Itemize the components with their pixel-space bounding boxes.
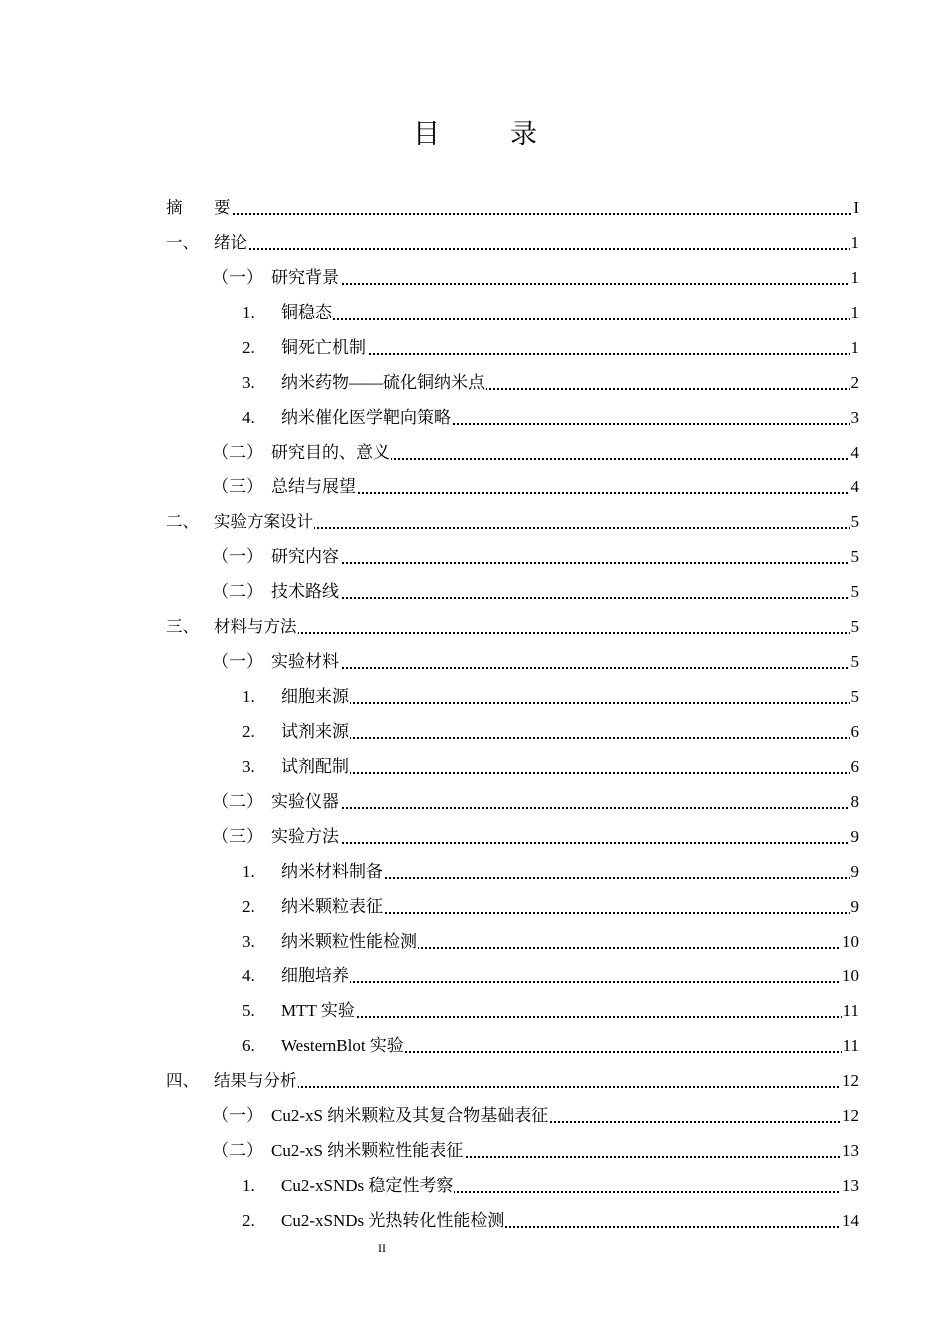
toc-entry[interactable]: [0, 332, 950, 358]
toc-entry[interactable]: [0, 192, 950, 218]
toc-entry-page: 13: [842, 1176, 859, 1196]
toc-entry-number: 3.: [242, 931, 255, 951]
toc-dot-leader: [281, 702, 859, 704]
toc-entry-number: 1.: [242, 861, 255, 881]
toc-entry-number: 二、: [166, 512, 199, 532]
toc-entry[interactable]: [0, 402, 950, 428]
toc-entry-page: 4: [850, 442, 859, 462]
toc-entry-label: 研究背景: [271, 267, 339, 287]
toc-entry[interactable]: [0, 541, 950, 567]
toc-entry-label: 铜死亡机制: [281, 337, 366, 357]
toc-entry-number: （一）: [212, 652, 263, 672]
toc-entry[interactable]: [0, 891, 950, 917]
toc-entry-label: 纳米颗粒性能检测: [281, 931, 417, 951]
toc-entry-number: （二）: [212, 442, 263, 462]
toc-entry-label: 技术路线: [271, 582, 339, 602]
toc-entry-label: 研究内容: [271, 547, 339, 567]
toc-dot-leader: [271, 667, 859, 669]
toc-entry[interactable]: [0, 995, 950, 1021]
toc-entry[interactable]: [0, 262, 950, 288]
toc-entry-page: 5: [850, 687, 859, 707]
toc-entry[interactable]: [0, 437, 950, 463]
toc-entry-label: 细胞培养: [281, 966, 349, 986]
toc-dot-leader: [271, 283, 859, 285]
toc-entry[interactable]: [0, 1135, 950, 1161]
toc-dot-leader: [271, 492, 859, 494]
page-title: [0, 112, 950, 151]
toc-dot-leader: [214, 248, 859, 250]
toc-entry[interactable]: [0, 367, 950, 393]
toc-entry-number: 4.: [242, 407, 255, 427]
toc-entry-page: 5: [850, 547, 859, 567]
toc-entry-label: 细胞来源: [281, 687, 349, 707]
toc-entry[interactable]: [0, 1205, 950, 1231]
toc-entry-page: 10: [842, 931, 859, 951]
toc-entry-label: 绪论: [214, 232, 247, 252]
toc-dot-leader: [271, 842, 859, 844]
toc-entry-number: 5.: [242, 1001, 255, 1021]
title-char-2: 录: [510, 119, 537, 150]
toc-entry-page: 6: [850, 721, 859, 741]
toc-entry-number: 2.: [242, 337, 255, 357]
toc-entry-number: （三）: [212, 477, 263, 497]
toc-entry-label: 实验方案设计: [214, 512, 313, 532]
toc-entry-label: 材料与方法: [214, 617, 297, 637]
toc-entry-page: 5: [850, 652, 859, 672]
toc-entry-page: 1: [850, 302, 859, 322]
toc-entry-number: 3.: [242, 372, 255, 392]
toc-entry-page: 3: [850, 407, 859, 427]
toc-dot-leader: [281, 981, 859, 983]
toc-entry-number: 2.: [242, 896, 255, 916]
toc-entry[interactable]: [0, 751, 950, 777]
toc-entry-number: 1.: [242, 687, 255, 707]
toc-entry-label: WesternBlot 实验: [281, 1036, 404, 1056]
toc-entry-label: 纳米颗粒表征: [281, 896, 383, 916]
toc-entry-page: 12: [842, 1106, 859, 1126]
toc-entry-number: （一）: [212, 547, 263, 567]
toc-entry[interactable]: [0, 576, 950, 602]
toc-entry[interactable]: [0, 716, 950, 742]
toc-entry-page: I: [853, 198, 859, 217]
toc-entry[interactable]: [0, 297, 950, 323]
toc-entry-number: 三、: [166, 617, 199, 637]
toc-entry-number: （二）: [212, 791, 263, 811]
toc-entry[interactable]: [0, 821, 950, 847]
toc-dot-leader: [271, 597, 859, 599]
toc-entry-label: 结果与分析: [214, 1071, 297, 1091]
toc-entry-label: 实验仪器: [271, 791, 339, 811]
toc-entry-label: 实验材料: [271, 652, 339, 672]
toc-dot-leader: [281, 737, 859, 739]
toc-entry-label: 试剂来源: [281, 721, 349, 741]
toc-entry-page: 6: [850, 756, 859, 776]
toc-entry[interactable]: [0, 471, 950, 497]
toc-dot-leader: [281, 1016, 859, 1018]
toc-entry[interactable]: [0, 856, 950, 882]
toc-entry-number: 1.: [242, 302, 255, 322]
toc-entry-number: 四、: [166, 1071, 199, 1091]
toc-entry-number: 2.: [242, 721, 255, 741]
toc-entry-label: Cu2-xSNDs 光热转化性能检测: [281, 1210, 505, 1230]
toc-entry-label: 研究目的、意义: [271, 442, 390, 462]
toc-entry-page: 9: [850, 826, 859, 846]
toc-entry-number: （二）: [212, 1141, 263, 1161]
toc-entry-page: 4: [850, 477, 859, 497]
toc-entry-number: 1.: [242, 1176, 255, 1196]
toc-entry-page: 1: [850, 267, 859, 287]
toc-entry-label: Cu2-xS 纳米颗粒性能表征: [271, 1141, 464, 1161]
toc-entry[interactable]: [0, 1100, 950, 1126]
toc-entry-page: 14: [842, 1210, 859, 1230]
toc-entry-page: 11: [842, 1001, 859, 1021]
toc-dot-leader: [281, 353, 859, 355]
toc-entry-label: 纳米催化医学靶向策略: [281, 407, 451, 427]
toc-entry-number: 摘: [166, 198, 183, 217]
toc-entry[interactable]: [0, 611, 950, 637]
toc-entry-page: 5: [850, 512, 859, 532]
toc-entry[interactable]: [0, 960, 950, 986]
toc-dot-leader: [214, 632, 859, 634]
toc-entry[interactable]: [0, 1065, 950, 1091]
toc-entry[interactable]: [0, 646, 950, 672]
toc-dot-leader: [214, 1086, 859, 1088]
toc-entry-page: 5: [850, 617, 859, 637]
toc-entry-label: 要: [214, 198, 231, 217]
toc-entry-page: 9: [850, 861, 859, 881]
toc-dot-leader: [281, 772, 859, 774]
toc-entry-page: 8: [850, 791, 859, 811]
toc-entry[interactable]: [0, 681, 950, 707]
toc-entry-number: （一）: [212, 1106, 263, 1126]
toc-entry-number: 2.: [242, 1210, 255, 1230]
toc-entry-page: 9: [850, 896, 859, 916]
toc-entry-page: 10: [842, 966, 859, 986]
toc-dot-leader: [214, 213, 859, 215]
toc-entry-page: 1: [850, 232, 859, 252]
toc-entry-number: 4.: [242, 966, 255, 986]
toc-entry-page: 13: [842, 1141, 859, 1161]
toc-entry[interactable]: [0, 1170, 950, 1196]
toc-entry-label: 实验方法: [271, 826, 339, 846]
toc-entry-label: Cu2-xSNDs 稳定性考察: [281, 1176, 454, 1196]
toc-entry-label: 总结与展望: [271, 477, 356, 497]
toc-entry[interactable]: [0, 506, 950, 532]
toc-dot-leader: [271, 807, 859, 809]
title-char-1: 目: [413, 119, 440, 150]
toc-dot-leader: [271, 562, 859, 564]
toc-entry-label: 铜稳态: [281, 302, 332, 322]
toc-entry[interactable]: [0, 227, 950, 253]
toc-entry-page: 2: [850, 372, 859, 392]
toc-entry[interactable]: [0, 926, 950, 952]
toc-entry-page: 12: [842, 1071, 859, 1091]
page-number: II: [378, 1241, 386, 1255]
toc-entry[interactable]: [0, 786, 950, 812]
toc-entry-number: （三）: [212, 826, 263, 846]
toc-entry-number: 3.: [242, 756, 255, 776]
toc-entry-label: Cu2-xS 纳米颗粒及其复合物基础表征: [271, 1106, 549, 1126]
toc-entry-label: 纳米药物——硫化铜纳米点: [281, 372, 485, 392]
toc-entry-page: 1: [850, 337, 859, 357]
toc-entry-label: 纳米材料制备: [281, 861, 383, 881]
toc-entry-number: （二）: [212, 582, 263, 602]
toc-entry-number: 一、: [166, 232, 199, 252]
toc-entry-number: 6.: [242, 1036, 255, 1056]
toc-entry-label: 试剂配制: [281, 756, 349, 776]
toc-entry[interactable]: [0, 1030, 950, 1056]
toc-dot-leader: [281, 318, 859, 320]
toc-entry-label: MTT 实验: [281, 1001, 355, 1021]
toc-entry-page: 11: [842, 1036, 859, 1056]
toc-entry-page: 5: [850, 582, 859, 602]
toc-entry-number: （一）: [212, 267, 263, 287]
